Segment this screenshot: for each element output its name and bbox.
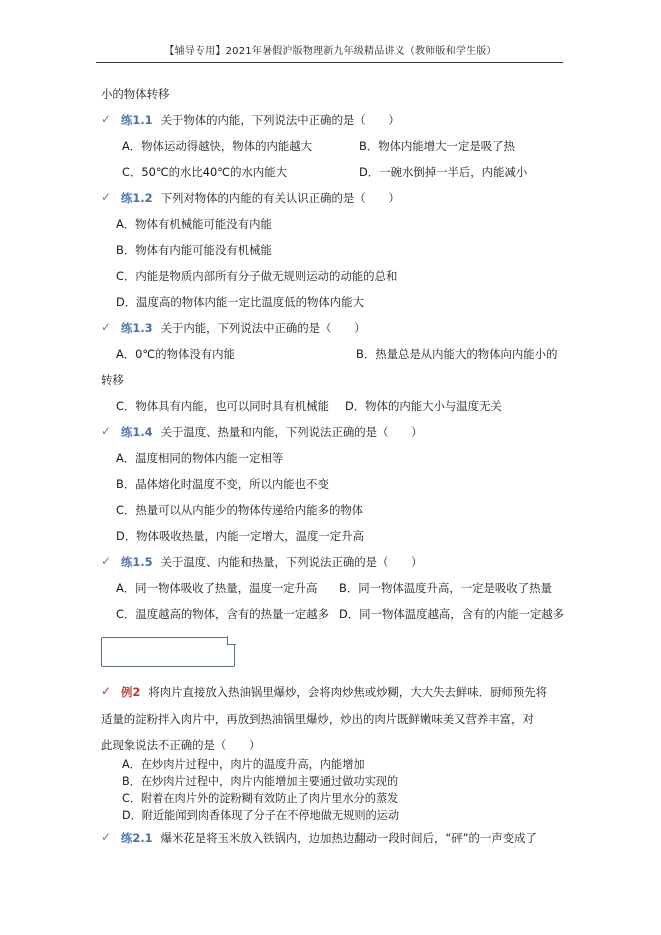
exercise-label: 练1.5 xyxy=(121,555,153,569)
option-a: A．0℃的物体没有内能 xyxy=(116,347,235,361)
question-text: 关于内能，下列说法中正确的是（ ） xyxy=(160,321,366,335)
exercise-label: 练1.1 xyxy=(121,113,153,127)
option-b: B．同一物体温度升高，一定是吸收了热量 xyxy=(339,581,552,595)
option-c: C．50℃的水比40℃的水内能大 xyxy=(122,165,288,179)
option-b: B．晶体熔化时温度不变，所以内能也不变 xyxy=(116,477,329,491)
option-a: A．物体有机械能可能没有内能 xyxy=(116,217,272,231)
option-d: D．一碗水倒掉一半后，内能减小 xyxy=(359,165,528,179)
question-text: 关于物体的内能，下列说法中正确的是（ ） xyxy=(160,113,400,127)
example-2-line-3: 此现象说法不正确的是（ ） xyxy=(101,738,261,752)
exercise-label: 练1.3 xyxy=(121,321,153,335)
option-a: A．温度相同的物体内能一定相等 xyxy=(116,451,284,465)
option-c: C．温度越高的物体，含有的热量一定越多 xyxy=(116,607,329,621)
exercise-1-2-question xyxy=(121,191,400,205)
section-heading-box xyxy=(101,637,235,667)
option-b-continued: 转移 xyxy=(101,373,124,387)
option-b: B．物体有内能可能没有机械能 xyxy=(116,243,272,257)
option-c: C．内能是物质内部所有分子做无规则运动的动能的总和 xyxy=(116,269,398,283)
intro-line: 小的物体转移 xyxy=(101,87,170,101)
option-c: C．物体具有内能，也可以同时具有机械能 xyxy=(116,399,329,413)
check-icon: ✓ xyxy=(101,554,112,568)
example-2-line-1 xyxy=(121,685,547,699)
exercise-label: 练2.1 xyxy=(121,831,153,845)
exercise-1-4-question xyxy=(121,425,423,439)
question-text: 下列对物体的内能的有关认识正确的是（ ） xyxy=(160,191,400,205)
exercise-1-5-question xyxy=(121,555,423,569)
option-c: C．附着在肉片外的淀粉糊有效防止了肉片里水分的蒸发 xyxy=(122,792,399,805)
option-b: B．在炒肉片过程中，肉片内能增加主要通过做功实现的 xyxy=(122,775,399,788)
option-b: B．热量总是从内能大的物体向内能小的 xyxy=(356,347,558,361)
check-icon: ✓ xyxy=(101,424,112,438)
exercise-1-1-question xyxy=(121,113,400,127)
question-text: 关于温度、热量和内能，下列说法正确的是（ ） xyxy=(160,425,423,439)
exercise-label: 练1.2 xyxy=(121,191,153,205)
check-icon: ✓ xyxy=(101,112,112,126)
example-label: 例2 xyxy=(121,685,141,699)
question-text: 将肉片直接放入热油锅里爆炒，会将肉炒焦或炒糊，大大失去鲜味．厨师预先将 xyxy=(148,685,548,699)
option-d: D．物体的内能大小与温度无关 xyxy=(345,399,502,413)
option-d: D．附近能闻到肉香体现了分子在不停地做无规则的运动 xyxy=(122,809,400,822)
check-icon: ✓ xyxy=(101,190,112,204)
option-a: A．在炒肉片过程中，肉片的温度升高，内能增加 xyxy=(122,758,365,771)
page-header: 【辅导专用】2021年暑假沪版物理新九年级精品讲义（教师版和学生版） xyxy=(164,46,497,57)
exercise-2-1-line-1 xyxy=(121,831,537,845)
check-icon: ✓ xyxy=(101,830,112,844)
example-2-line-2: 适量的淀粉拌入肉片中，再放到热油锅里爆炒，炒出的肉片既鲜嫩味美又营养丰富，对 xyxy=(101,712,534,726)
option-b: B．物体内能增大一定是吸了热 xyxy=(359,139,515,153)
header-rule xyxy=(96,62,563,63)
option-d: D．温度高的物体内能一定比温度低的物体内能大 xyxy=(116,295,364,309)
option-d: D．物体吸收热量，内能一定增大，温度一定升高 xyxy=(116,529,364,543)
check-icon: ✓ xyxy=(101,320,112,334)
exercise-label: 练1.4 xyxy=(121,425,153,439)
option-c: C．热量可以从内能少的物体传递给内能多的物体 xyxy=(116,503,364,517)
option-d: D．同一物体温度越高，含有的内能一定越多 xyxy=(339,607,565,621)
check-icon: ✓ xyxy=(101,684,112,698)
question-text: 关于温度、内能和热量，下列说法正确的是（ ） xyxy=(160,555,423,569)
option-a: A．物体运动得越快，物体的内能越大 xyxy=(122,139,313,153)
question-text: 爆米花是将玉米放入铁锅内，边加热边翻动一段时间后，“砰”的一声变成了 xyxy=(160,831,537,845)
exercise-1-3-question xyxy=(121,321,366,335)
option-a: A．同一物体吸收了热量，温度一定升高 xyxy=(116,581,318,595)
